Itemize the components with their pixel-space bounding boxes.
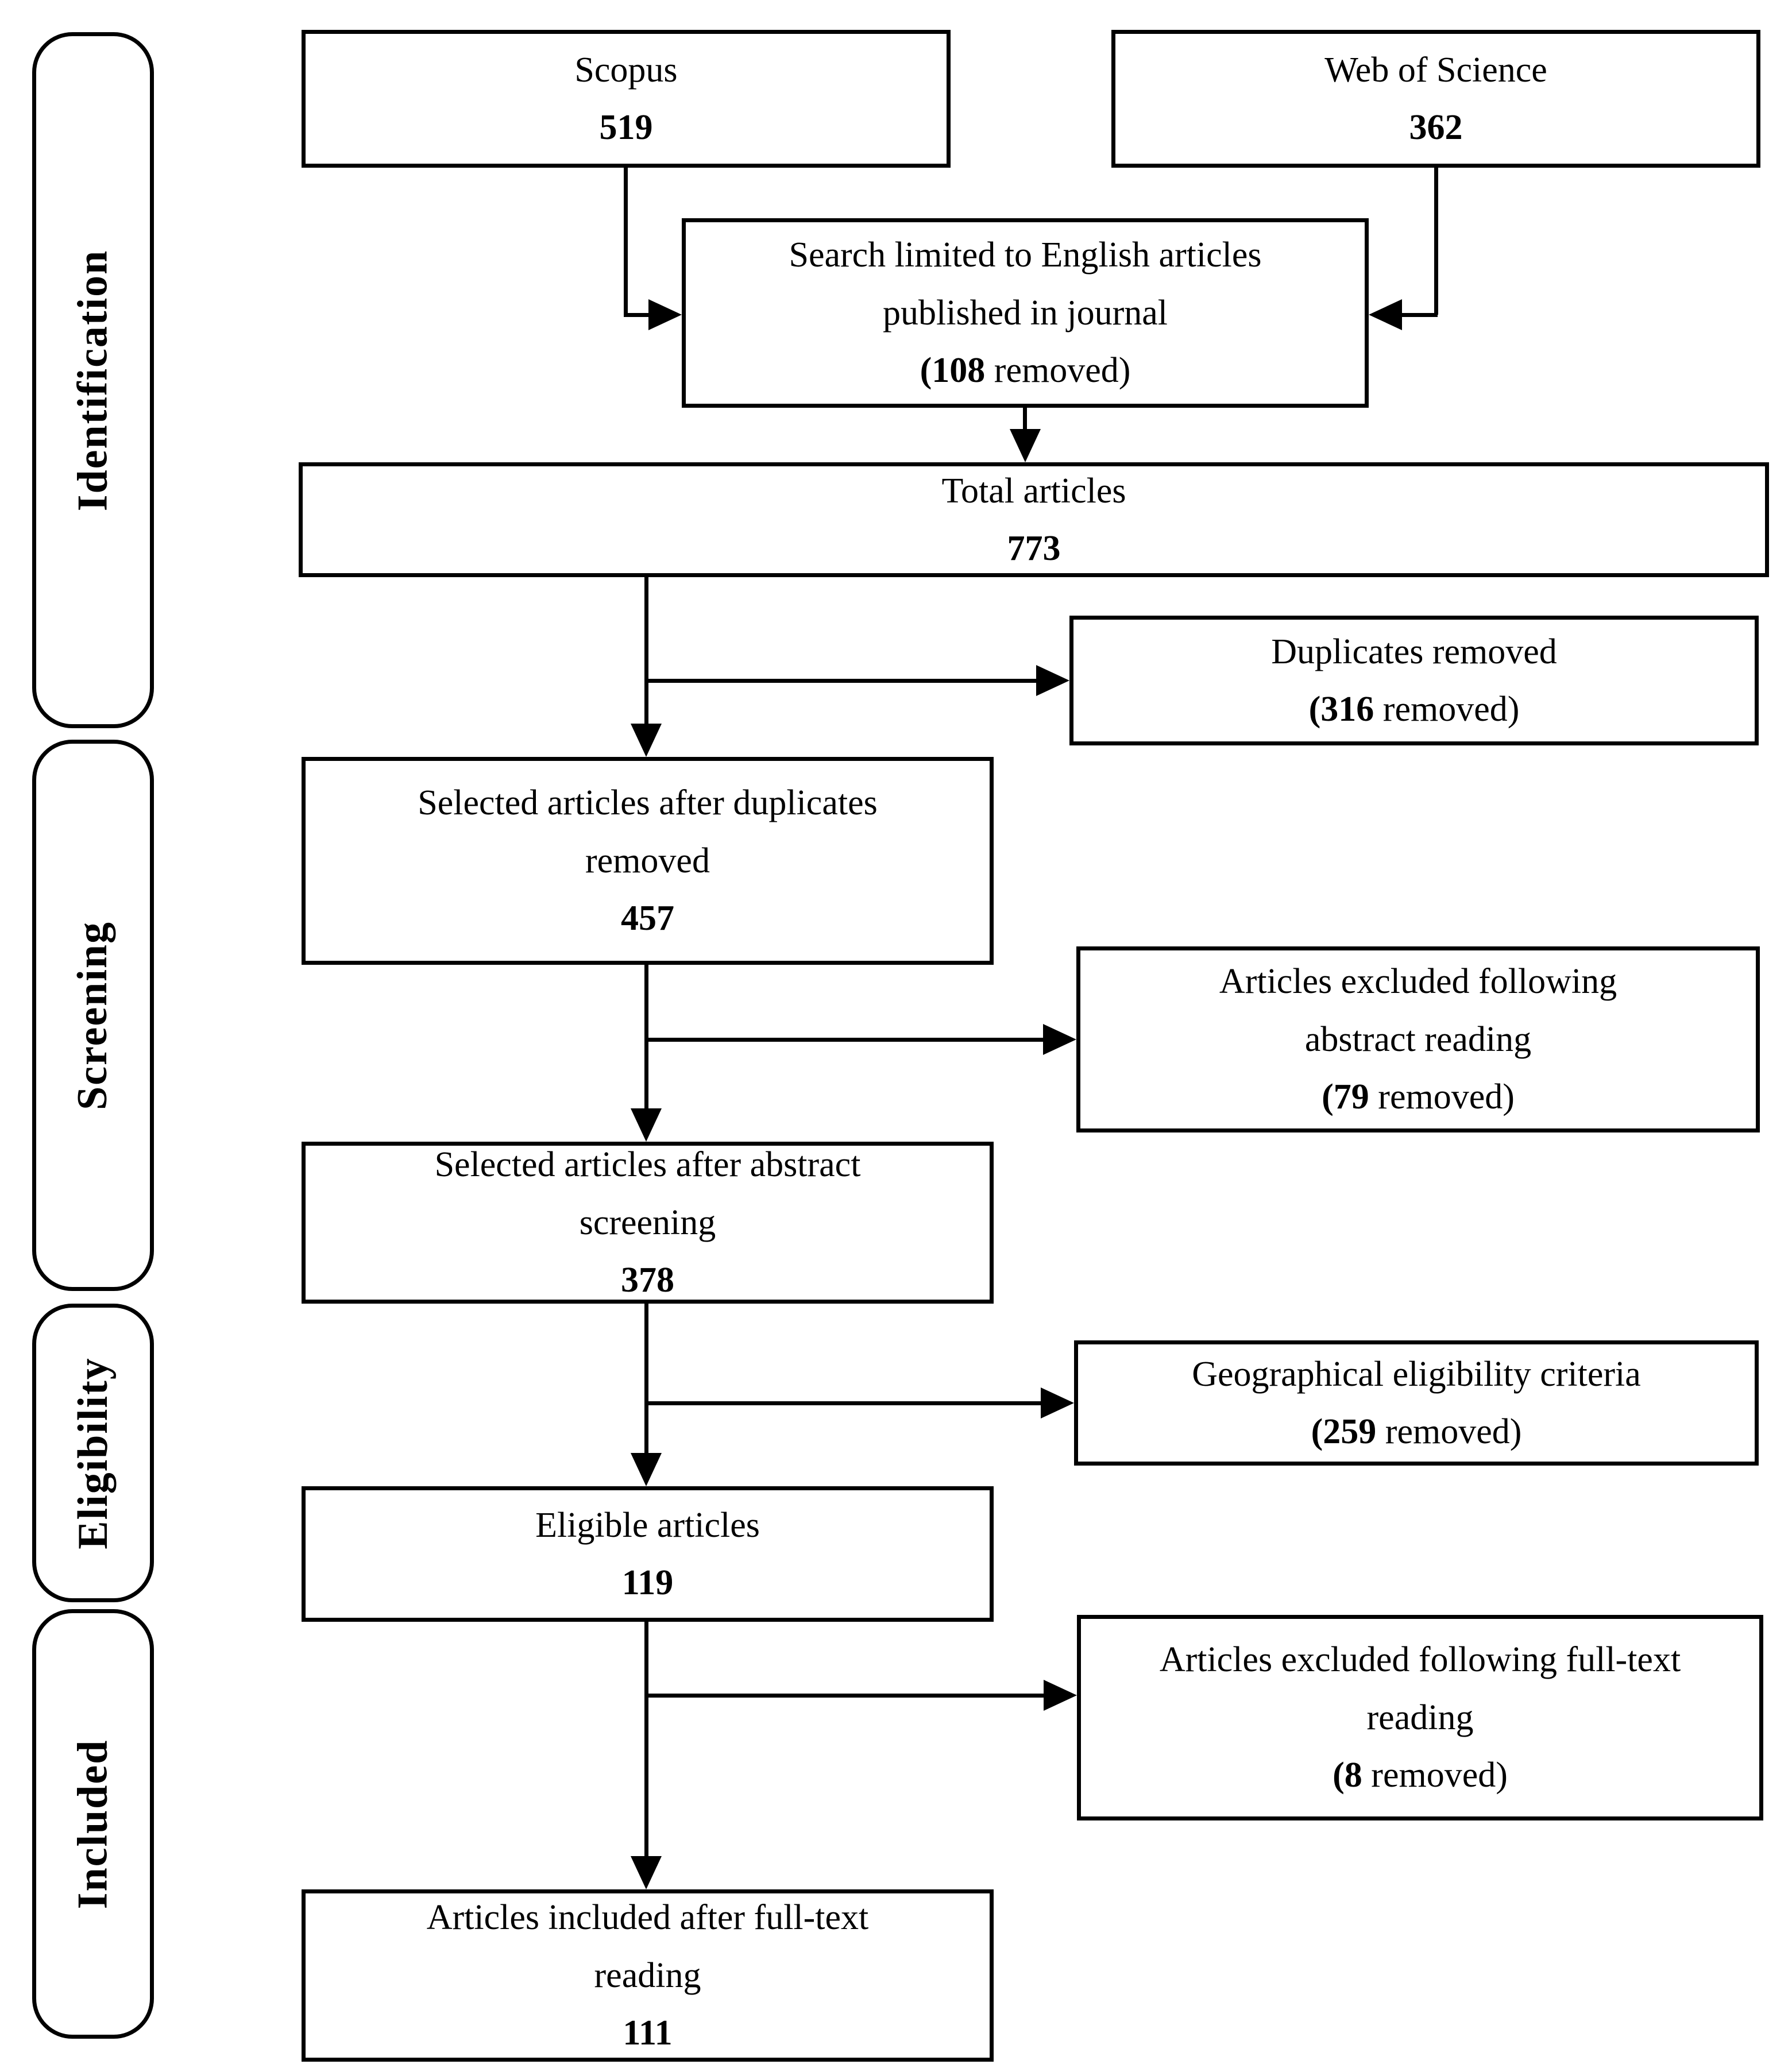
- included-final-line2: reading: [594, 1955, 701, 1995]
- search-limit-line1: Search limited to English articles: [789, 235, 1262, 275]
- total-articles-box: [299, 462, 1769, 577]
- abstract-excluded-line2: abstract reading: [1304, 1019, 1532, 1059]
- wos-connector-horizontal: [1402, 313, 1438, 317]
- after-duplicates-count: 457: [621, 899, 674, 938]
- scopus-title: Scopus: [574, 50, 678, 90]
- stage-included: [32, 1609, 154, 2039]
- scopus-connector-horizontal: [624, 313, 650, 317]
- fulltext-excluded-box: [1077, 1615, 1763, 1820]
- abstract-excluded-count: (79 removed): [1322, 1077, 1515, 1117]
- branch-duplicates-line: [644, 679, 1036, 683]
- total-articles-count: 773: [1007, 529, 1061, 568]
- branch-fulltext-line: [644, 1694, 1044, 1698]
- after-abstract-line1: Selected articles after abstract: [434, 1145, 861, 1185]
- duplicates-removed-count: (316 removed): [1308, 690, 1520, 729]
- after-abstract-box: [302, 1142, 994, 1304]
- included-final-box: [302, 1889, 994, 2062]
- eligible-to-included-line: [644, 1622, 648, 1857]
- stage-screening: [32, 740, 154, 1291]
- stage-screening-label: Screening: [69, 921, 117, 1110]
- web-of-science-title: Web of Science: [1324, 50, 1547, 90]
- web-of-science-box: [1111, 30, 1760, 168]
- abstract-excluded-box: [1076, 946, 1760, 1132]
- included-final-count: 111: [623, 2013, 673, 2053]
- branch-geographic-line: [644, 1401, 1041, 1405]
- after-duplicates-line1: Selected articles after duplicates: [418, 783, 878, 823]
- scopus-arrowhead-icon: [648, 299, 682, 330]
- after-duplicates-box: [302, 757, 994, 965]
- search-limit-box: [682, 218, 1369, 408]
- duplicates-removed-title: Duplicates removed: [1271, 632, 1557, 671]
- total-articles-title: Total articles: [941, 471, 1126, 511]
- eligible-to-included-arrowhead-icon: [631, 1856, 662, 1889]
- abstract-to-eligible-line: [644, 1304, 648, 1454]
- included-final-line1: Articles included after full-text: [426, 1898, 869, 1938]
- branch-duplicates-arrowhead-icon: [1036, 665, 1069, 696]
- eligible-articles-title: Eligible articles: [535, 1505, 760, 1545]
- stage-eligibility-label: Eligibility: [69, 1356, 117, 1549]
- after-duplicates-line2: removed: [585, 841, 710, 880]
- geographic-criteria-title: Geographical eligibility criteria: [1192, 1354, 1641, 1394]
- branch-fulltext-arrowhead-icon: [1044, 1680, 1077, 1711]
- search-limit-removed: (108 removed): [920, 351, 1131, 391]
- geographic-criteria-box: [1074, 1340, 1759, 1466]
- fulltext-excluded-line1: Articles excluded following full-text: [1159, 1640, 1681, 1680]
- eligible-articles-count: 119: [621, 1563, 674, 1602]
- abstract-excluded-line1: Articles excluded following: [1219, 962, 1617, 1002]
- stage-eligibility: [32, 1304, 154, 1602]
- scopus-connector-vertical: [624, 168, 628, 315]
- fulltext-excluded-count: (8 removed): [1333, 1756, 1508, 1795]
- selected-to-abstract-line: [644, 965, 648, 1110]
- search-limit-line2: published in journal: [883, 293, 1168, 333]
- eligible-articles-box: [302, 1486, 994, 1622]
- abstract-to-eligible-arrowhead-icon: [631, 1453, 662, 1486]
- branch-abstract-line: [644, 1038, 1043, 1042]
- scopus-count: 519: [599, 108, 653, 147]
- stage-identification-label: Identification: [69, 249, 117, 511]
- search-to-total-arrowhead-icon: [1010, 429, 1041, 462]
- duplicates-removed-box: [1069, 616, 1759, 745]
- stage-included-label: Included: [69, 1739, 117, 1909]
- geographic-criteria-count: (259 removed): [1311, 1412, 1522, 1451]
- fulltext-excluded-line2: reading: [1366, 1698, 1474, 1737]
- branch-abstract-arrowhead-icon: [1043, 1024, 1076, 1055]
- total-to-selected-line: [644, 577, 648, 725]
- stage-identification: [32, 32, 154, 728]
- after-abstract-count: 378: [621, 1261, 674, 1300]
- branch-geographic-arrowhead-icon: [1041, 1387, 1074, 1418]
- web-of-science-count: 362: [1409, 108, 1463, 147]
- wos-arrowhead-icon: [1369, 299, 1402, 330]
- after-abstract-line2: screening: [579, 1203, 716, 1242]
- total-to-selected-arrowhead-icon: [631, 724, 662, 757]
- scopus-box: [302, 30, 951, 168]
- wos-connector-vertical: [1434, 168, 1438, 315]
